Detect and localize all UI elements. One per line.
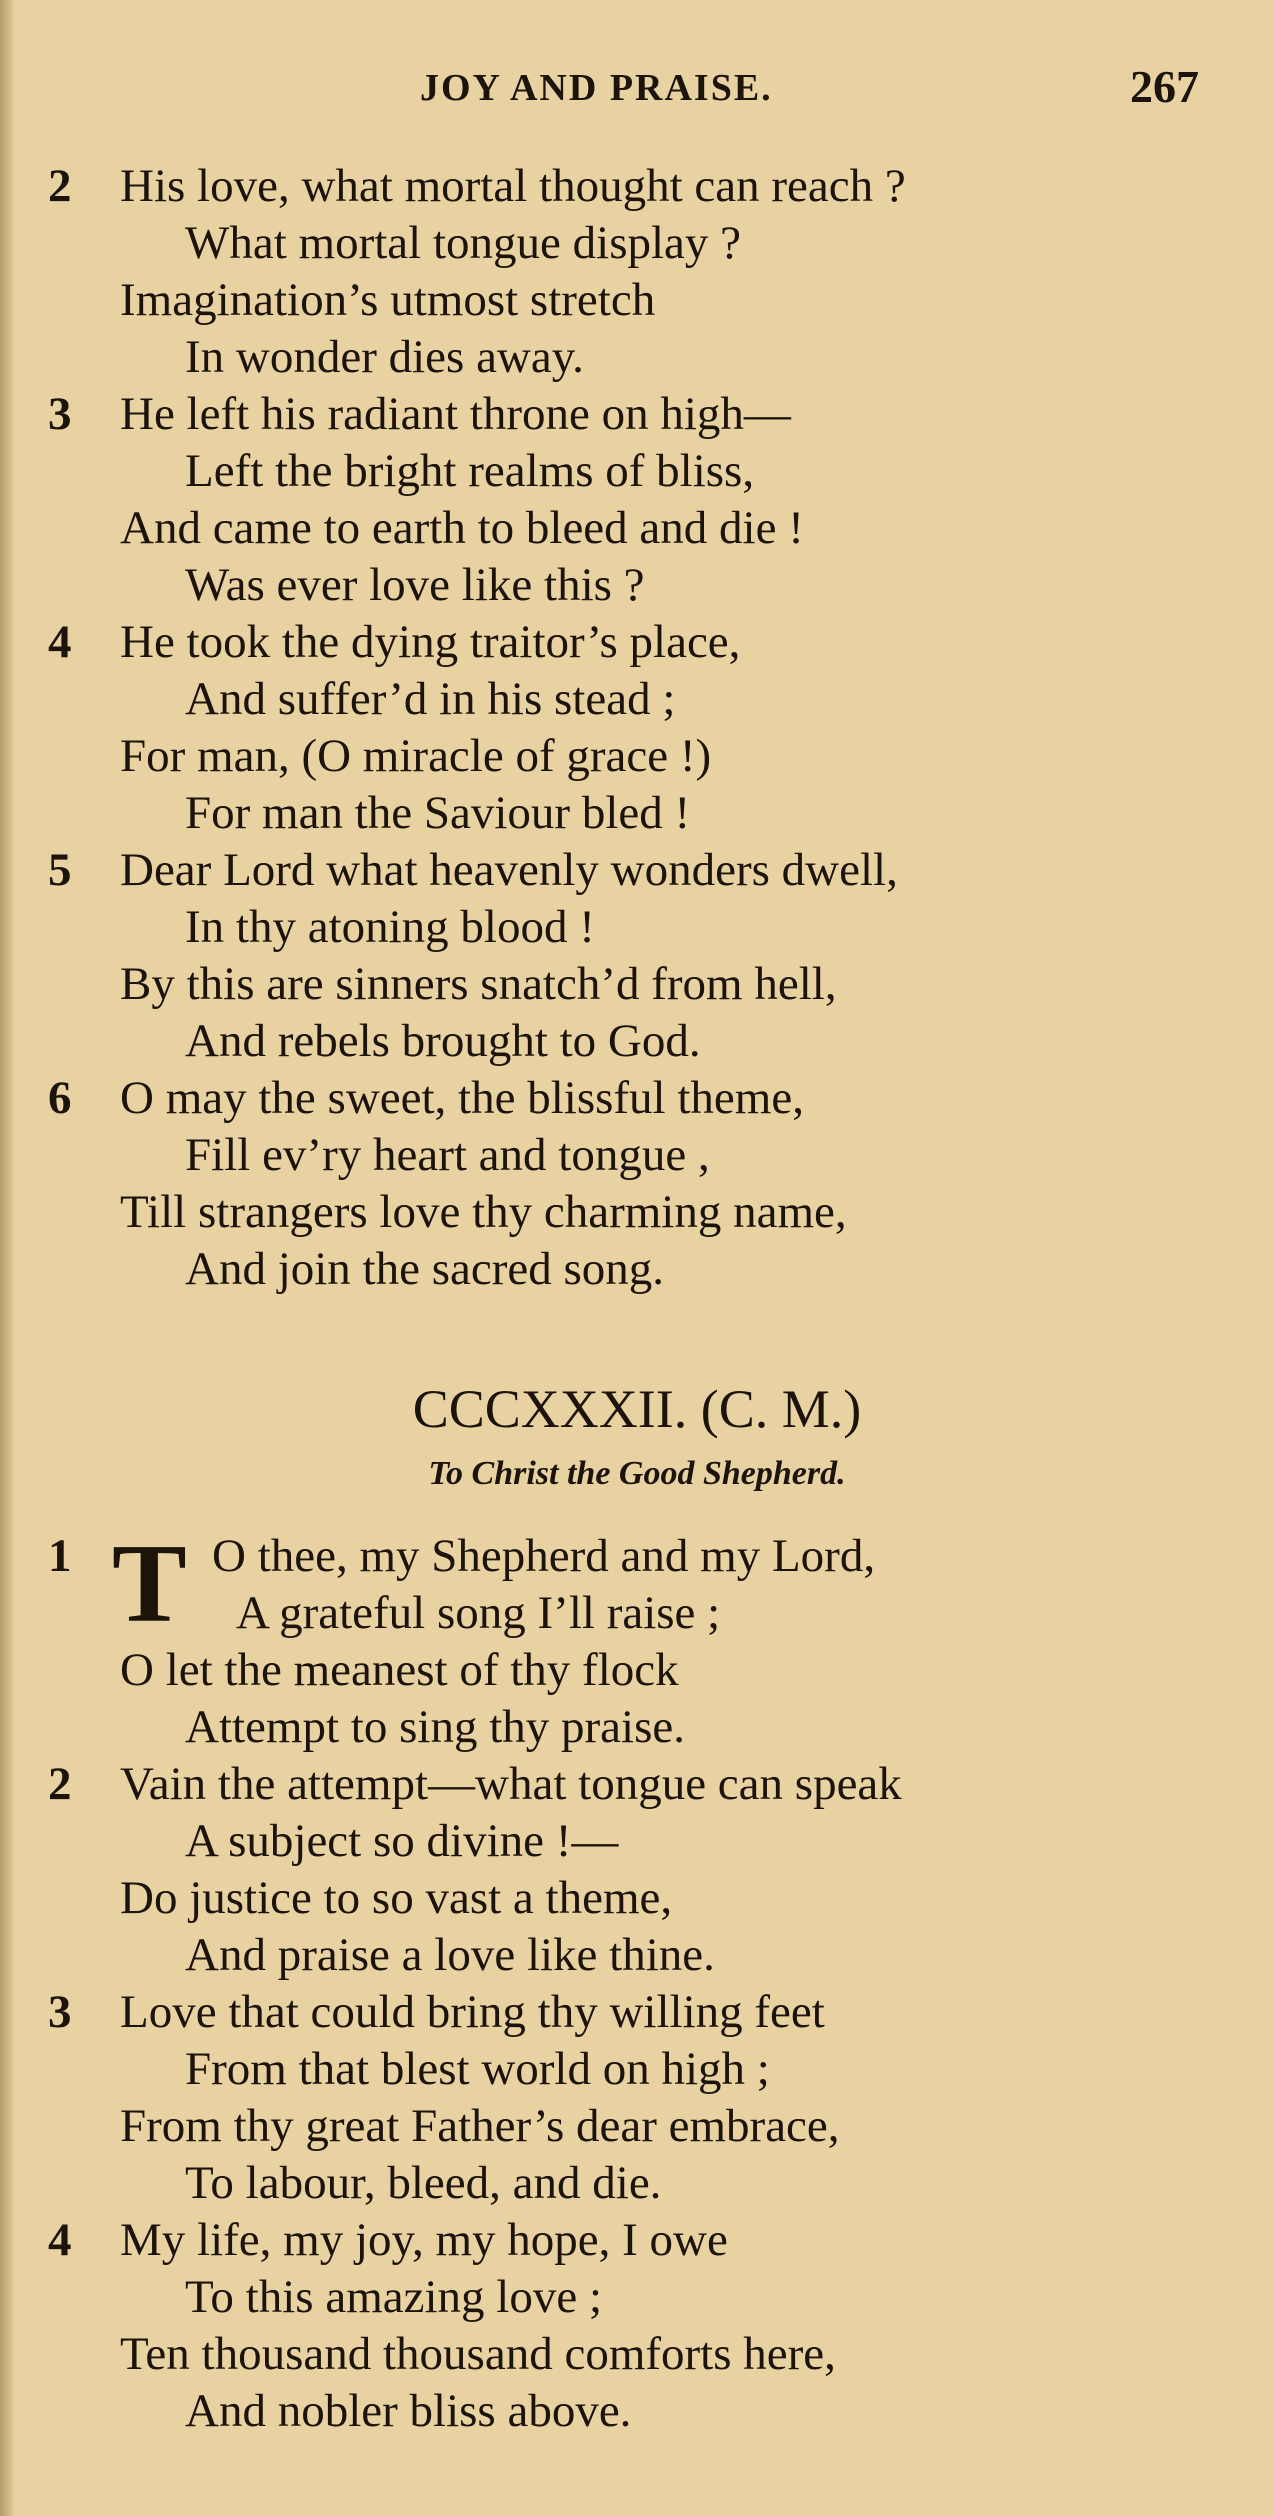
verse-text: O may the sweet, the blissful theme, xyxy=(120,1072,804,1124)
stanza-number: 6 xyxy=(48,1072,72,1124)
verse-text: Vain the attempt—what tongue can speak xyxy=(120,1758,902,1810)
drop-cap: T xyxy=(112,1522,187,1646)
verse-line xyxy=(0,2155,1274,2212)
verse-line xyxy=(0,1127,1274,1184)
stanza-number: 3 xyxy=(48,1986,72,2038)
verse-text: And join the sacred song. xyxy=(185,1243,665,1295)
verse-text: What mortal tongue display ? xyxy=(185,217,742,269)
verse-text: His love, what mortal thought can reach ? xyxy=(120,160,906,212)
verse-text: Dear Lord what heavenly wonders dwell, xyxy=(120,844,898,896)
verse-text: Was ever love like this ? xyxy=(185,559,645,611)
verse-line xyxy=(0,1013,1274,1070)
verse-text: From that blest world on high ; xyxy=(185,2043,770,2095)
verse-line xyxy=(0,1528,1274,1585)
verse-line xyxy=(0,1927,1274,1984)
verse-line xyxy=(0,215,1274,272)
verse-line xyxy=(0,2326,1274,2383)
stanza-number: 4 xyxy=(48,2214,72,2266)
page-header xyxy=(0,61,1274,126)
stanza-number: 3 xyxy=(48,388,72,440)
stanza-number: 4 xyxy=(48,616,72,668)
verse-line xyxy=(0,500,1274,557)
verse-text: Love that could bring thy willing feet xyxy=(120,1986,825,2038)
verse-line xyxy=(0,899,1274,956)
verse-line xyxy=(0,1070,1274,1127)
verse-text: Fill ev’ry heart and tongue , xyxy=(185,1129,710,1181)
verse-line xyxy=(0,1870,1274,1927)
running-title: JOY AND PRAISE. xyxy=(420,67,773,109)
verse-line xyxy=(0,1585,1274,1642)
verse-text: A subject so divine !— xyxy=(185,1815,619,1867)
verse-line xyxy=(0,557,1274,614)
stanza-number: 2 xyxy=(48,1758,72,1810)
verse-line xyxy=(0,2212,1274,2269)
verse-line xyxy=(0,2269,1274,2326)
verse-line xyxy=(0,2383,1274,2440)
verse-line xyxy=(0,728,1274,785)
verse-text: O thee, my Shepherd and my Lord, xyxy=(212,1530,876,1582)
hymn-stanzas xyxy=(0,1756,1274,2440)
verse-text: A grateful song I’ll raise ; xyxy=(236,1587,721,1639)
verse-text: Imagination’s utmost stretch xyxy=(120,274,656,326)
verse-line xyxy=(0,272,1274,329)
verse-text: O let the meanest of thy flock xyxy=(120,1644,679,1696)
verse-text: Left the bright realms of bliss, xyxy=(185,445,755,497)
verse-text: Till strangers love thy charming name, xyxy=(120,1186,847,1238)
verse-text: Attempt to sing thy praise. xyxy=(185,1701,685,1753)
verse-line xyxy=(0,1241,1274,1298)
verse-line xyxy=(0,386,1274,443)
verse-text: And came to earth to bleed and die ! xyxy=(120,502,804,554)
hymn-subtitle: To Christ the Good Shepherd. xyxy=(428,1455,846,1492)
verse-text: And suffer’d in his stead ; xyxy=(185,673,676,725)
verse-line xyxy=(0,956,1274,1013)
verse-text: To labour, bleed, and die. xyxy=(185,2157,662,2209)
verse-text: In thy atoning blood ! xyxy=(185,901,595,953)
verse-text: Ten thousand thousand comforts here, xyxy=(120,2328,836,2380)
verse-text: And praise a love like thine. xyxy=(185,1929,715,1981)
verse-text: Do justice to so vast a theme, xyxy=(120,1872,673,1924)
verse-text: To this amazing love ; xyxy=(185,2271,603,2323)
verse-text: My life, my joy, my hope, I owe xyxy=(120,2214,728,2266)
previous-hymn-continuation xyxy=(0,158,1274,1298)
stanza-number: 5 xyxy=(48,844,72,896)
page-number: 267 xyxy=(1130,61,1199,112)
verse-text: For man the Saviour bled ! xyxy=(185,787,691,839)
verse-line xyxy=(0,2041,1274,2098)
hymn-title: CCCXXXII. (C. M.) xyxy=(412,1379,862,1439)
verse-line xyxy=(0,1642,1274,1699)
verse-line xyxy=(0,614,1274,671)
verse-text: By this are sinners snatch’d from hell, xyxy=(120,958,837,1010)
verse-line xyxy=(0,1699,1274,1756)
verse-line xyxy=(0,329,1274,386)
verse-text: For man, (O miracle of grace !) xyxy=(120,730,712,782)
verse-text: And nobler bliss above. xyxy=(185,2385,632,2437)
verse-text: From thy great Father’s dear embrace, xyxy=(120,2100,840,2152)
verse-line xyxy=(0,1756,1274,1813)
verse-line xyxy=(0,842,1274,899)
verse-line xyxy=(0,785,1274,842)
verse-text: He took the dying traitor’s place, xyxy=(120,616,741,668)
verse-line xyxy=(0,1813,1274,1870)
verse-text: He left his radiant throne on high— xyxy=(120,388,791,440)
verse-text: And rebels brought to God. xyxy=(185,1015,701,1067)
hymn-stanza-1 xyxy=(0,1522,1274,1756)
verse-text: In wonder dies away. xyxy=(185,331,584,383)
stanza-number: 2 xyxy=(48,160,72,212)
verse-line xyxy=(0,443,1274,500)
verse-line xyxy=(0,671,1274,728)
verse-line xyxy=(0,1984,1274,2041)
stanza-number: 1 xyxy=(48,1530,72,1582)
verse-line xyxy=(0,158,1274,215)
verse-line xyxy=(0,2098,1274,2155)
verse-line xyxy=(0,1184,1274,1241)
